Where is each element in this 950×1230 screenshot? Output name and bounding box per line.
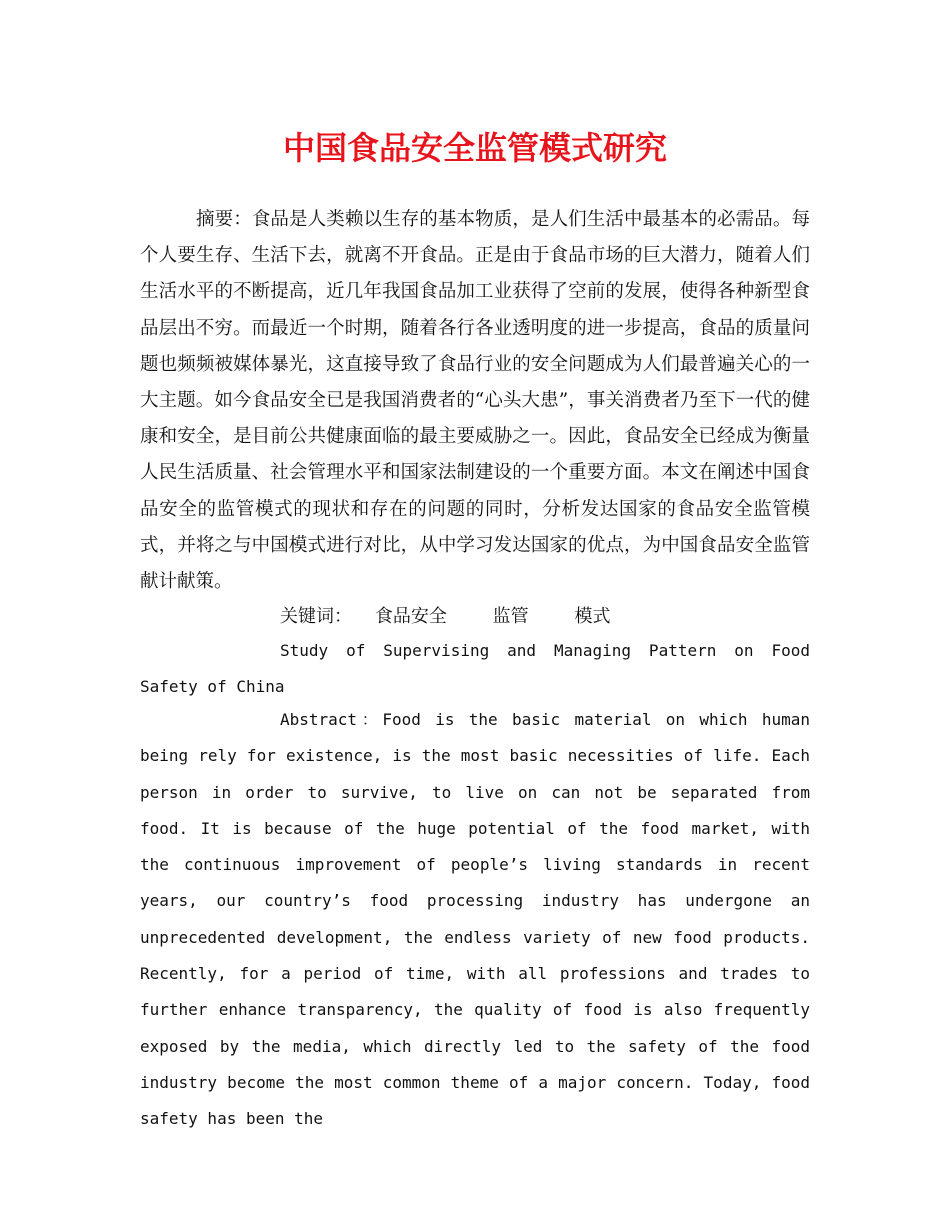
keywords-label: 关键词： [280,606,352,627]
english-title: Study of Supervising and Managing Pattern on Food Safety of China [140,641,810,697]
keyword-supervision: 监管 [492,606,529,627]
keyword-food-safety: 食品安全 [374,606,447,627]
keywords-line [280,599,810,635]
keyword-pattern: 模式 [574,606,611,627]
abstract-english: Abstract：Food is the basic material on which human being rely for existence, is the most basic necessities of life. Each person in order to survive, to live on can not be separated from food. It is because of the huge potential of the food market, with the continuous improvement of people’s living standards in recent years, our country’s food processing industry has undergone an unprecedented development, the endless variety of new food products. Recently, for a period of time, with all professions and trades to further enhance transparency, the quality of food is also frequently exposed by the media, which directly led to the safety of the food industry become the most common theme of a major concern. Today, food safety has been the [140,710,810,1129]
page-title: 中国食品安全监管模式研究 [282,129,667,167]
abstract-chinese: 摘要：食品是人类赖以生存的基本物质，是人们生活中最基本的必需品。每个人要生存、生活下去，就离不开食品。正是由于食品市场的巨大潜力，随着人们生活水平的不断提高，近几年我国食品加工业获得了空前的发展，使得各种新型食品层出不穷。而最近一个时期，随着各行各业透明度的进一步提高，食品的质量问题也频频被媒体暴光，这直接导致了食品行业的安全问题成为人们最普遍关心的一大主题。如今食品安全已是我国消费者的“心头大患”，事关消费者乃至下一代的健康和安全，是目前公共健康面临的最主要威胁之一。因此，食品安全已经成为衡量人民生活质量、社会管理水平和国家法制建设的一个重要方面。本文在阐述中国食品安全的监管模式的现状和存在的问题的同时，分析发达国家的食品安全监管模式，并将之与中国模式进行对比，从中学习发达国家的优点，为中国食品安全监管献计献策。 [140,209,810,593]
